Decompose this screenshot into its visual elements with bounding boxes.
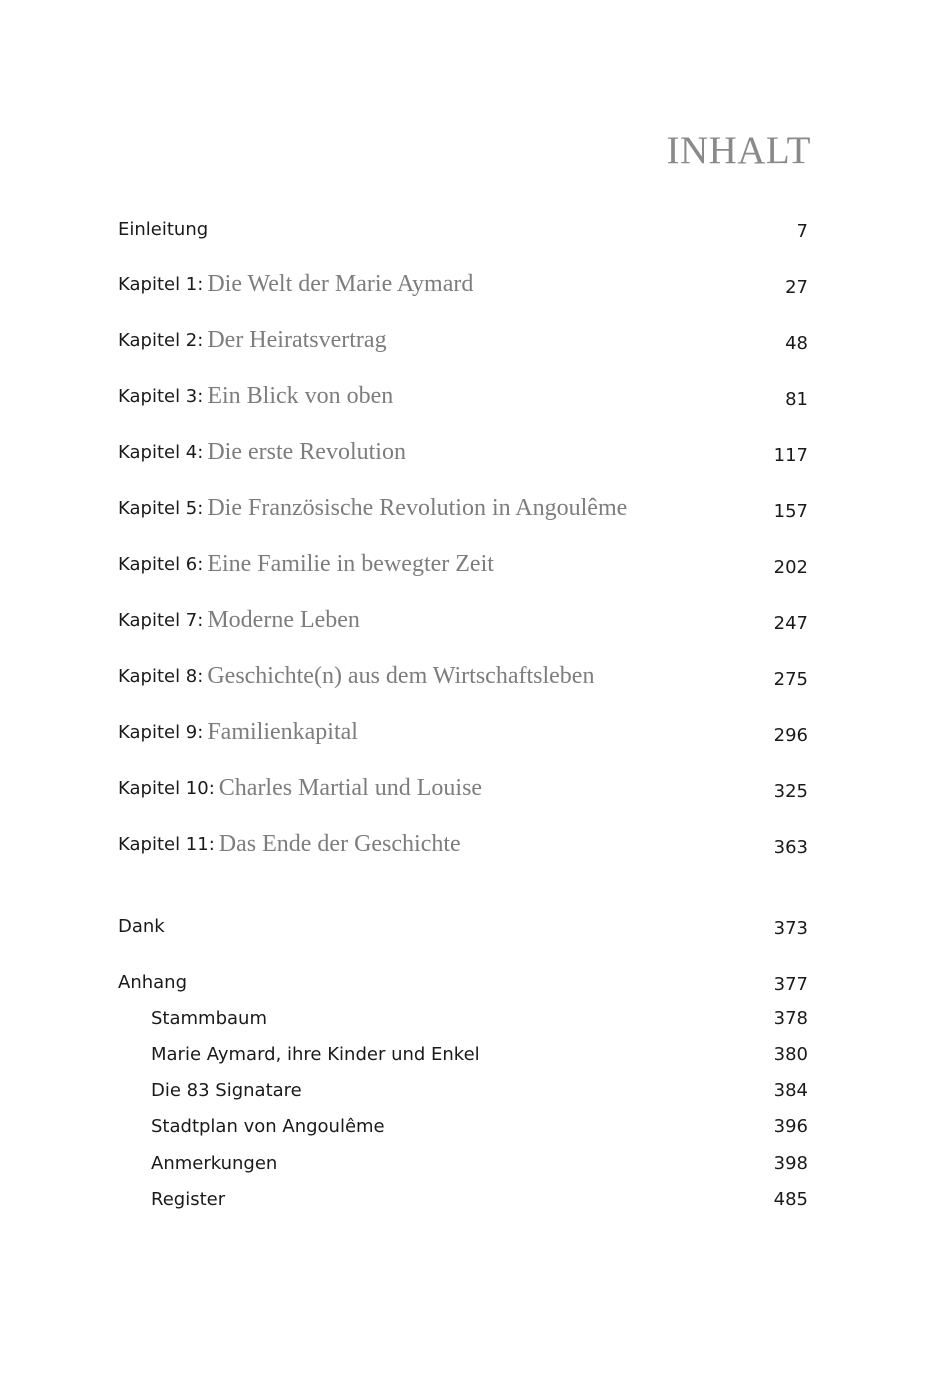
toc-entry-label: Anmerkungen <box>151 1153 278 1174</box>
toc-page-number: 378 <box>773 1008 808 1029</box>
chapter-prefix: Kapitel 3: <box>118 386 204 407</box>
toc-chapter-6[interactable] <box>118 551 808 591</box>
chapter-title: Familienkapital <box>207 719 358 745</box>
toc-page-number: 117 <box>773 445 808 466</box>
toc-page-number: 396 <box>773 1116 808 1137</box>
chapter-prefix: Kapitel 8: <box>118 666 204 687</box>
toc-subentry-register[interactable] <box>151 1189 808 1229</box>
toc-page-number: 398 <box>773 1153 808 1174</box>
chapter-prefix: Kapitel 9: <box>118 722 204 743</box>
toc-subentry-signatories[interactable] <box>151 1080 808 1120</box>
chapter-title: Geschichte(n) aus dem Wirtschaftsleben <box>207 663 595 689</box>
toc-chapter-5[interactable] <box>118 495 808 535</box>
toc-page-number: 27 <box>785 277 808 298</box>
toc-entry-label: Marie Aymard, ihre Kinder und Enkel <box>151 1044 480 1065</box>
chapter-title: Das Ende der Geschichte <box>218 831 461 857</box>
chapter-title: Ein Blick von oben <box>207 383 394 409</box>
toc-page-number: 202 <box>773 557 808 578</box>
toc-chapter-10[interactable] <box>118 775 808 815</box>
chapter-prefix: Kapitel 6: <box>118 554 204 575</box>
chapter-prefix: Kapitel 2: <box>118 330 204 351</box>
chapter-title: Charles Martial und Louise <box>218 775 483 801</box>
chapter-prefix: Kapitel 10: <box>118 778 215 799</box>
toc-page-number: 384 <box>773 1080 808 1101</box>
chapter-prefix: Kapitel 4: <box>118 442 204 463</box>
toc-page-number: 247 <box>773 613 808 634</box>
toc-page-number: 275 <box>773 669 808 690</box>
toc-chapter-4[interactable] <box>118 439 808 479</box>
chapter-title: Der Heiratsvertrag <box>207 327 387 353</box>
chapter-title: Die Welt der Marie Aymard <box>207 271 474 297</box>
toc-page-number: 48 <box>785 333 808 354</box>
toc-page-number: 485 <box>773 1189 808 1210</box>
toc-entry-label: Stadtplan von Angoulême <box>151 1116 385 1137</box>
toc-entry-label: Dank <box>118 916 165 937</box>
toc-entry-thanks[interactable] <box>118 916 808 956</box>
chapter-title: Eine Familie in bewegter Zeit <box>207 551 494 577</box>
toc-chapter-11[interactable] <box>118 831 808 871</box>
toc-entry-appendix[interactable] <box>118 972 808 1012</box>
toc-page-number: 7 <box>796 221 808 242</box>
chapter-title: Moderne Leben <box>207 607 360 633</box>
chapter-prefix: Kapitel 1: <box>118 274 204 295</box>
toc-page-number: 325 <box>773 781 808 802</box>
toc-chapter-9[interactable] <box>118 719 808 759</box>
toc-page-number: 380 <box>773 1044 808 1065</box>
toc-page-number: 157 <box>773 501 808 522</box>
toc-subentry-children[interactable] <box>151 1044 808 1084</box>
toc-subentry-family-tree[interactable] <box>151 1008 808 1048</box>
toc-page-number: 373 <box>773 918 808 939</box>
toc-chapter-8[interactable] <box>118 663 808 703</box>
toc-page-number: 296 <box>773 725 808 746</box>
chapter-title: Die erste Revolution <box>207 439 406 465</box>
toc-entry-label: Register <box>151 1189 226 1210</box>
toc-page-number: 363 <box>773 837 808 858</box>
chapter-prefix: Kapitel 11: <box>118 834 215 855</box>
toc-chapter-7[interactable] <box>118 607 808 647</box>
toc-entry-label: Anhang <box>118 972 187 993</box>
toc-chapter-2[interactable] <box>118 327 808 367</box>
toc-entry-intro[interactable] <box>118 219 808 259</box>
toc-chapter-3[interactable] <box>118 383 808 423</box>
toc-subentry-city-map[interactable] <box>151 1116 808 1156</box>
toc-entry-label: Die 83 Signatare <box>151 1080 302 1101</box>
chapter-title: Die Französische Revolution in Angoulême <box>207 495 628 521</box>
toc-page-number: 81 <box>785 389 808 410</box>
page-title: INHALT <box>666 129 811 172</box>
toc-entry-label: Stammbaum <box>151 1008 267 1029</box>
chapter-prefix: Kapitel 5: <box>118 498 204 519</box>
toc-entry-label: Einleitung <box>118 219 209 240</box>
toc-page-number: 377 <box>773 974 808 995</box>
chapter-prefix: Kapitel 7: <box>118 610 204 631</box>
toc-subentry-notes[interactable] <box>151 1153 808 1193</box>
toc-chapter-1[interactable] <box>118 271 808 311</box>
